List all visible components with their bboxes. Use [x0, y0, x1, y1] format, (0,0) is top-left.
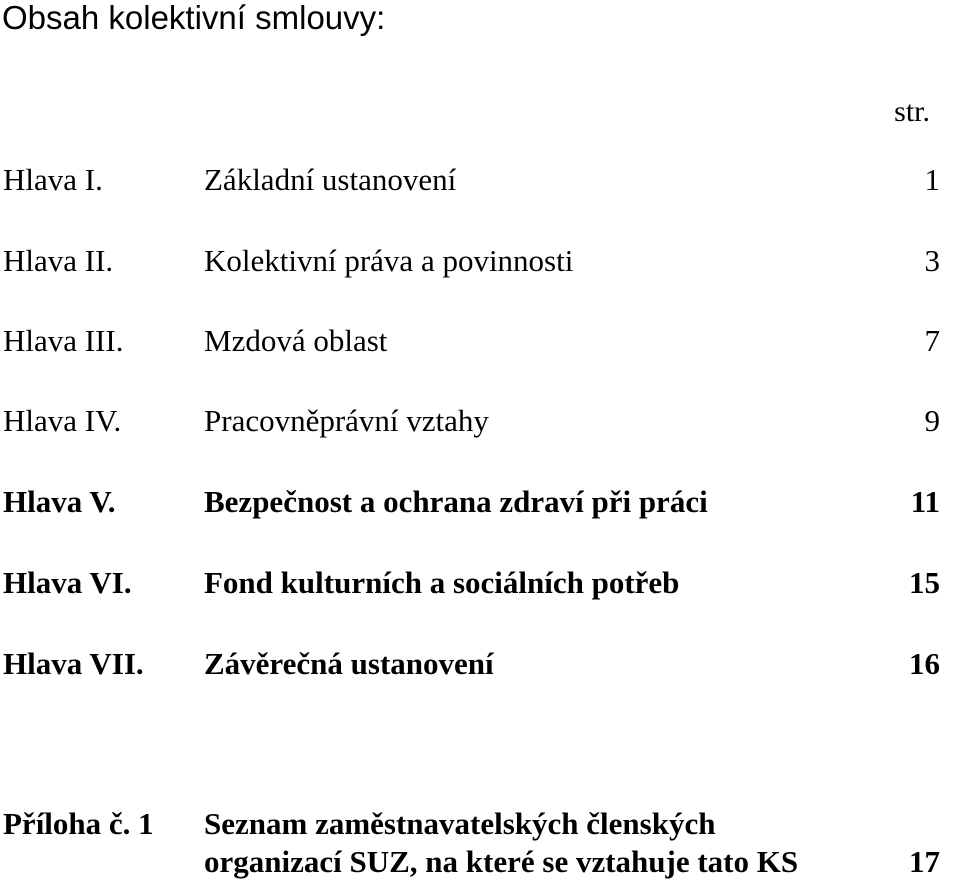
toc-chapter: Hlava IV. — [3, 403, 122, 438]
toc-page-number: 15 — [909, 565, 940, 600]
toc-chapter: Hlava V. — [3, 484, 116, 519]
appendix-name-line1: Seznam zaměstnavatelských členských — [204, 806, 716, 841]
appendix-label: Příloha č. 1 — [3, 806, 154, 841]
toc-chapter-name: Pracovněprávní vztahy — [204, 403, 489, 438]
toc-chapter-name: Mzdová oblast — [204, 323, 388, 358]
toc-row — [0, 160, 960, 200]
toc-chapter: Hlava I. — [3, 162, 103, 197]
appendix-name-line2: organizací SUZ, na které se vztahuje tato KS — [204, 844, 799, 879]
toc-row — [0, 401, 960, 441]
toc-page-number: 1 — [924, 162, 940, 197]
page-column-header: str. — [894, 95, 930, 128]
toc-row — [0, 563, 960, 603]
toc-chapter: Hlava III. — [3, 323, 124, 358]
toc-page-number: 9 — [924, 403, 940, 438]
toc-chapter-name: Bezpečnost a ochrana zdraví při práci — [204, 484, 708, 519]
toc-chapter: Hlava II. — [3, 243, 114, 278]
toc-row — [0, 321, 960, 361]
toc-appendix-row — [0, 806, 960, 883]
toc-row — [0, 482, 960, 522]
toc-page-number: 11 — [910, 484, 940, 519]
toc-row — [0, 241, 960, 281]
toc-chapter-name: Fond kulturních a sociálních potřeb — [204, 565, 680, 600]
appendix-page-number: 17 — [909, 844, 940, 879]
document-title: Obsah kolektivní smlouvy: — [2, 0, 386, 36]
toc-chapter: Hlava VII. — [3, 646, 144, 681]
toc-page-number: 16 — [909, 646, 940, 681]
toc-chapter: Hlava VI. — [3, 565, 132, 600]
toc-page-number: 3 — [924, 243, 940, 278]
toc-page-number: 7 — [924, 323, 940, 358]
toc-row — [0, 644, 960, 684]
toc-chapter-name: Závěrečná ustanovení — [204, 646, 494, 681]
toc-chapter-name: Kolektivní práva a povinnosti — [204, 243, 574, 278]
toc-chapter-name: Základní ustanovení — [204, 162, 457, 197]
